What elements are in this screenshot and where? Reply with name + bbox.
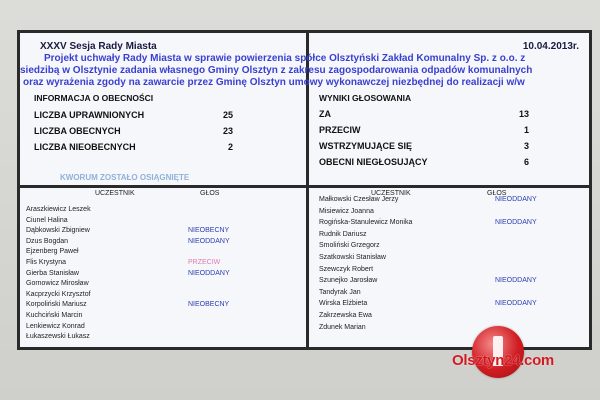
member-name: Smoliński Grzegorz xyxy=(319,242,380,250)
member-name: Flis Krystyna xyxy=(26,259,67,266)
member-name: Ejzenberg Paweł xyxy=(26,248,79,256)
attendance-label: LICZBA NIEOBECNYCH xyxy=(34,142,136,152)
resolution-line: siedzibą w Olsztynie zadania własnego Gminy Olsztyn z zakresu zagospodarowania odpadów komunalnych xyxy=(20,65,533,76)
session-title: XXXV Sesja Rady Miasta xyxy=(40,41,157,52)
column-header-member: UCZESTNIK xyxy=(371,190,411,197)
display-wall xyxy=(17,30,592,350)
member-name: Ciunel Halina xyxy=(26,216,68,224)
attendance-label: LICZBA OBECNYCH xyxy=(34,126,121,136)
member-name: Kuchciński Marcin xyxy=(26,312,83,319)
column-header-vote: GŁOS xyxy=(487,190,507,197)
member-name: Zdunek Marian xyxy=(319,323,366,331)
resolution-line: Projekt uchwały Rady Miasta w sprawie powierzenia spółce Olsztyński Zakład Komunalny Sp. z o.o. z xyxy=(44,53,526,64)
member-name: Szunejko Jarosław xyxy=(319,277,378,285)
result-value: 3 xyxy=(523,141,529,151)
member-name: Rudnik Dariusz xyxy=(319,230,367,238)
result-label: ZA xyxy=(319,109,331,119)
watermark-text: Olsztyn24.com xyxy=(452,352,554,369)
member-name: Szewczyk Robert xyxy=(319,265,374,273)
member-name: Gornowicz Mirosław xyxy=(26,280,89,288)
panel-members-left xyxy=(20,188,306,347)
column-header-vote: GŁOS xyxy=(200,190,220,197)
member-vote: NIEODDANY xyxy=(188,237,230,245)
session-date: 10.04.2013r. xyxy=(522,41,579,52)
member-vote: NIEODDANY xyxy=(495,277,537,285)
member-name: Lenkiewicz Konrad xyxy=(26,322,85,330)
result-value: 13 xyxy=(518,109,529,119)
attendance-value: 25 xyxy=(222,110,233,120)
member-name: Dąbkowski Zbigniew xyxy=(26,227,90,235)
attendance-value: 2 xyxy=(227,142,233,152)
result-value: 6 xyxy=(523,157,529,167)
attendance-value: 23 xyxy=(222,126,233,136)
panel-members-right xyxy=(309,188,589,347)
resolution-text xyxy=(20,53,580,89)
member-name: Szatkowski Stanisław xyxy=(319,254,386,261)
member-name: Małkowski Czesław Jerzy xyxy=(319,196,399,203)
attendance-label: LICZBA UPRAWNIONYCH xyxy=(34,110,145,120)
member-vote: NIEODDANY xyxy=(495,219,537,227)
result-value: 1 xyxy=(523,125,529,135)
member-name: Dzus Bogdan xyxy=(26,237,69,245)
member-name: Korpoliński Mariusz xyxy=(26,301,87,309)
member-name: Misiewicz Joanna xyxy=(319,207,374,215)
member-name: Gierba Stanisław xyxy=(26,269,79,277)
member-name: Łukaszewski Łukasz xyxy=(26,333,90,341)
member-vote: NIEODDANY xyxy=(188,269,230,277)
resolution-line: oraz wyrażenia zgody na zawarcie przez Gminę Olsztyn umowy wykonawczej niezbędnej do realizacji w/w xyxy=(23,77,525,88)
result-label: PRZECIW xyxy=(319,125,361,135)
member-vote: NIEODDANY xyxy=(495,300,537,308)
attendance-title: INFORMACJA O OBECNOŚCI xyxy=(34,93,154,103)
member-name: Rogińska-Stanulewicz Monika xyxy=(319,219,413,227)
member-vote: NIEODDANY xyxy=(495,196,537,203)
quorum-status: KWORUM ZOSTAŁO OSIĄGNIĘTE xyxy=(60,173,190,182)
member-vote: NIEOBECNY xyxy=(188,301,230,309)
member-vote: PRZECIW xyxy=(188,259,221,266)
member-name: Wirska Elżbieta xyxy=(319,300,368,308)
member-name: Tandyrak Jan xyxy=(319,288,361,296)
member-name: Kacprzycki Krzysztof xyxy=(26,290,91,298)
result-label: OBECNI NIEGŁOSUJĄCY xyxy=(319,157,428,167)
results-title: WYNIKI GŁOSOWANIA xyxy=(319,93,412,103)
member-name: Araszkiewicz Leszek xyxy=(26,206,91,213)
result-label: WSTRZYMUJĄCE SIĘ xyxy=(319,141,413,151)
member-name: Zakrzewska Ewa xyxy=(319,312,372,319)
column-header-member: UCZESTNIK xyxy=(95,190,135,197)
member-vote: NIEOBECNY xyxy=(188,227,230,235)
